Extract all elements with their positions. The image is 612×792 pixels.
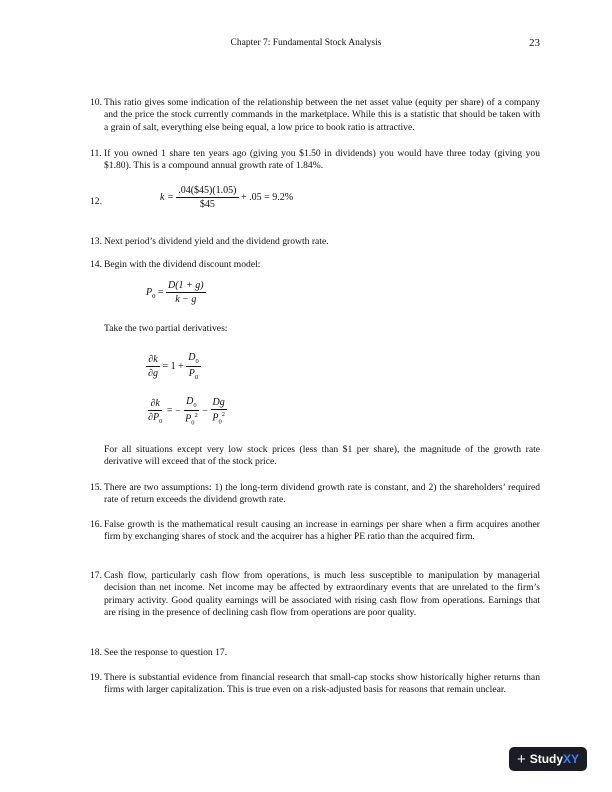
subscript: 0 — [191, 419, 195, 427]
answer-text: False growth is the mathematical result causing an increase in earnings per share when a firm acquires another firm by exchanging shares of stock and the acquirer has a higher PE ratio than the acquired firm. — [104, 519, 540, 543]
subscript: 0 — [159, 417, 163, 425]
ddm-lhs: P — [146, 286, 153, 298]
equation-partial-p — [146, 396, 227, 426]
partials-conclusion: For all situations except very low stock prices (less than $1 per share), the magnitude of the growth rate derivative will exceed that of the stock price. — [104, 444, 540, 468]
answer-18 — [90, 647, 540, 659]
answer-13 — [90, 236, 540, 248]
subscript: 0 — [218, 418, 222, 426]
answer-number: 18. — [90, 647, 102, 658]
answer-number: 17. — [90, 570, 102, 581]
ddm-fraction — [166, 280, 206, 305]
answer-number: 10. — [90, 97, 102, 108]
partial-rhs: = − — [166, 405, 181, 417]
brand-xy: XY — [563, 752, 580, 766]
eq12-fraction — [176, 185, 238, 210]
subscript: 0 — [152, 292, 156, 300]
answer-19 — [90, 672, 540, 697]
subscript: 0 — [194, 374, 199, 381]
answer-11 — [90, 148, 540, 173]
partial-denominator: ∂P — [148, 411, 160, 423]
frac-den: P — [188, 368, 195, 379]
answer-number: 11. — [90, 148, 102, 159]
answer-16 — [90, 519, 540, 544]
brand-study: Study — [529, 752, 564, 766]
answer-10 — [90, 97, 540, 134]
answer-number: 14. — [90, 259, 102, 270]
frac-num: D — [188, 352, 196, 363]
d0-over-p0 — [186, 352, 200, 381]
answer-number: 15. — [90, 482, 102, 493]
partials-intro: Take the two partial derivatives: — [104, 323, 228, 334]
answer-text: Cash flow, particularly cash flow from operations, is much less susceptible to manipulation by managerial decision than net income. Net income may be affected by extraordinary events that are unrelated to the firm’s primary activity. Good quality earnings will be associated with rising cash flow from operations. Earnings that are rising in the presence of declining cash flow from operations are poor quality. — [104, 570, 540, 619]
page-number: 23 — [529, 37, 540, 49]
answer-text: Begin with the dividend discount model: — [104, 259, 261, 270]
answer-text: There are two assumptions: 1) the long-term dividend growth rate is constant, and 2) the shareholders’ required rate of return exceeds the dividend growth rate. — [104, 482, 540, 506]
partial-fraction — [146, 398, 164, 425]
answer-number: 19. — [90, 672, 102, 683]
partial-numerator: ∂k — [150, 397, 160, 409]
ddm-numerator: D(1 + g) — [168, 280, 204, 291]
answer-number: 13. — [90, 236, 102, 247]
eq12-denominator: $45 — [199, 199, 215, 210]
answer-text: Next period’s dividend yield and the dividend growth rate. — [104, 236, 329, 247]
answer-text: There is substantial evidence from financial research that small-cap stocks show historically higher returns than firms with larger capitalization. This is true even on a risk-adjusted basis for reasons that remain unclear. — [104, 672, 540, 696]
answer-text: If you owned 1 share ten years ago (giving you $1.50 in dividends) you would have three today (giving you $1.80). This is a compound annual growth rate of 1.84%. — [104, 148, 540, 172]
running-header: Chapter 7: Fundamental Stock Analysis — [230, 38, 382, 48]
frac-den: P — [185, 413, 192, 425]
plus-icon: + — [516, 750, 526, 768]
answer-14 — [90, 259, 540, 271]
answer-number: 16. — [90, 519, 102, 530]
subscript: 0 — [193, 402, 197, 409]
equation-ddm: $P_0$ = $\frac{D(1 + g)}{k - g}$ — [146, 280, 204, 305]
answer-text: This ratio gives some indication of the relationship between the net asset value (equity per share) of a company and the price the stock currently commands in the marketplace. While this is a statistic that should be taken with a grain of salt, everything else being equal, a low price to book ratio is attractive. — [104, 97, 540, 133]
partial-denominator: ∂g — [148, 368, 158, 379]
equation-partial-g — [146, 352, 201, 381]
answer-15 — [90, 482, 540, 507]
equation-12 — [160, 185, 293, 210]
partial-fraction — [146, 354, 160, 379]
minus-sign: − — [202, 405, 208, 417]
answer-number: 12. — [90, 196, 102, 207]
eq12-numerator: .04($45)(1.05) — [178, 185, 237, 196]
d0g-over-p0-squared — [210, 397, 227, 425]
answer-text: See the response to question 17. — [104, 647, 228, 658]
partial-numerator: ∂k — [148, 354, 158, 365]
d0-over-p0-squared — [183, 396, 200, 426]
superscript: 2 — [194, 412, 198, 419]
eq12-rest: + .05 = 9.2% — [241, 191, 294, 203]
superscript: 2 — [221, 411, 225, 418]
ddm-denominator: k − g — [175, 294, 197, 305]
frac-den: P — [212, 412, 219, 424]
answer-17 — [90, 570, 540, 620]
frac-num: D — [186, 396, 194, 407]
studyxy-badge[interactable] — [509, 747, 587, 771]
frac-num: Dg — [212, 397, 225, 408]
subscript: 0 — [195, 358, 199, 365]
partial-rhs: = 1 + — [162, 360, 184, 372]
eq12-lhs: k = — [160, 191, 174, 203]
